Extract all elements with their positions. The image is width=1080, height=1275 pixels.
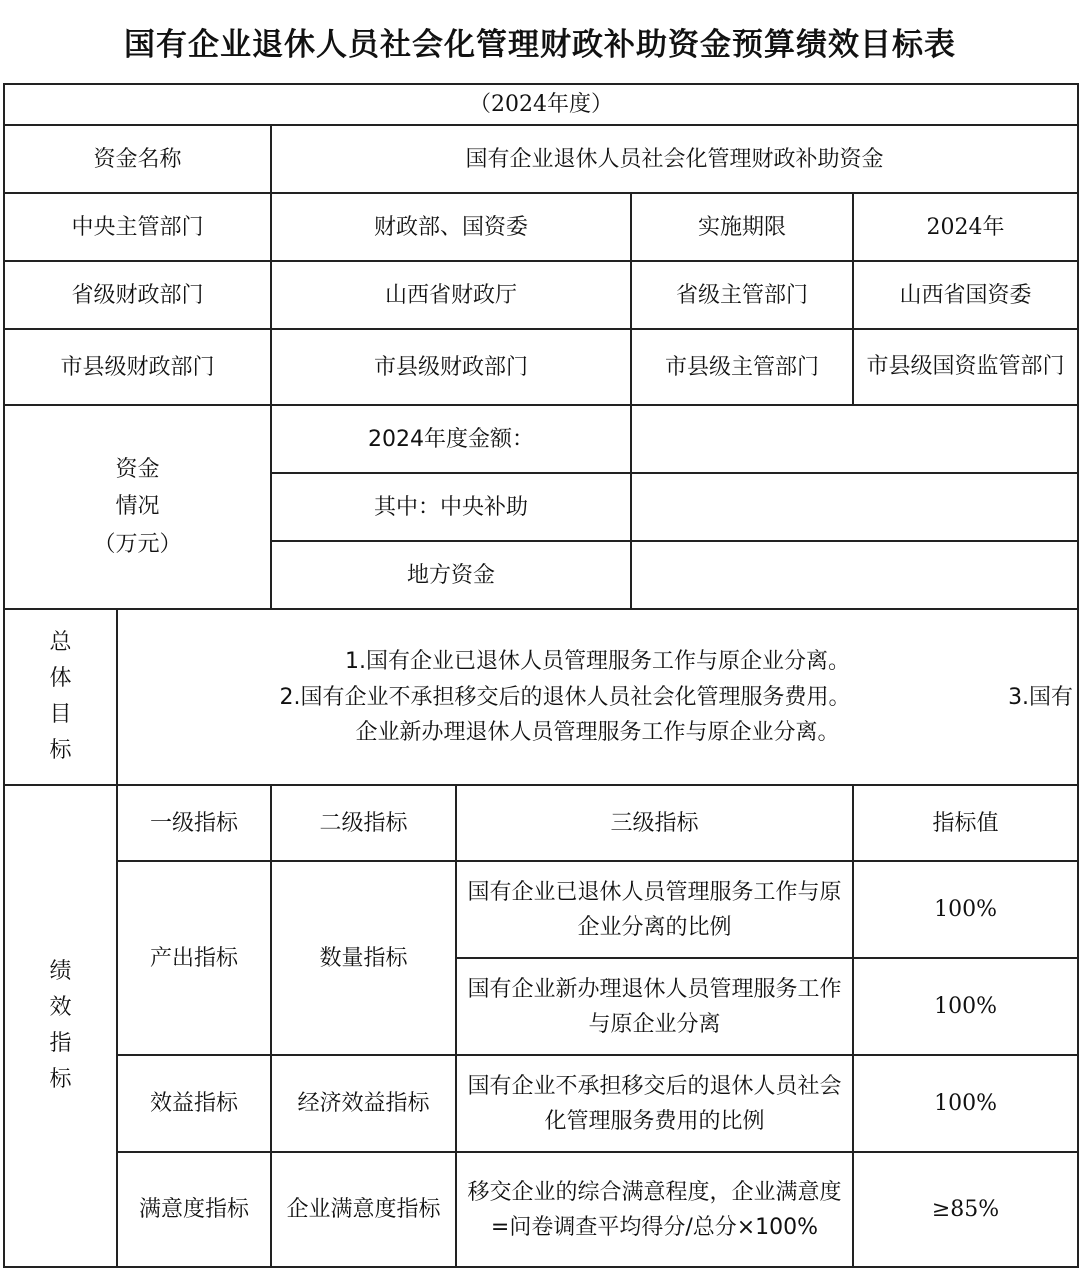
goal-content bbox=[117, 609, 1078, 785]
level1-benefit: 效益指标 bbox=[117, 1055, 271, 1152]
funds-local-value bbox=[631, 541, 1078, 609]
indicator-value: 100% bbox=[853, 958, 1078, 1055]
level3-text: 国有企业新办理退休人员管理服务工作与原企业分离 bbox=[456, 958, 853, 1055]
performance-target-table bbox=[3, 83, 1079, 1268]
year-cell: （2024年度） bbox=[4, 84, 1078, 125]
central-dept-value: 财政部、国资委 bbox=[271, 193, 631, 261]
prov-dept-label: 省级主管部门 bbox=[631, 261, 853, 329]
indicators-label-cell bbox=[4, 785, 117, 1267]
page-title: 国有企业退休人员社会化管理财政补助资金预算绩效目标表 bbox=[0, 0, 1080, 82]
header-level3: 三级指标 bbox=[456, 785, 853, 861]
prov-finance-value: 山西省财政厅 bbox=[271, 261, 631, 329]
prov-finance-label: 省级财政部门 bbox=[4, 261, 271, 329]
prov-dept-value: 山西省国资委 bbox=[853, 261, 1078, 329]
funds-central-label: 其中：中央补助 bbox=[271, 473, 631, 541]
city-dept-value: 市县级国资监管部门 bbox=[853, 329, 1078, 405]
table-row bbox=[4, 1055, 1078, 1152]
period-label: 实施期限 bbox=[631, 193, 853, 261]
indicator-value: ≥85% bbox=[853, 1152, 1078, 1267]
funds-label-line2: 情况 bbox=[115, 494, 160, 520]
indicator-value: 100% bbox=[853, 1055, 1078, 1152]
header-value: 指标值 bbox=[853, 785, 1078, 861]
goal-line-1: 1.国有企业已退休人员管理服务工作与原企业分离。 bbox=[345, 649, 851, 675]
city-finance-value: 市县级财政部门 bbox=[271, 329, 631, 405]
city-finance-label: 市县级财政部门 bbox=[4, 329, 271, 405]
funds-label bbox=[4, 405, 271, 609]
level3-text: 国有企业已退休人员管理服务工作与原企业分离的比例 bbox=[456, 861, 853, 958]
goal-line-2 bbox=[122, 680, 1073, 715]
goal-label: 总体目标 bbox=[49, 629, 72, 764]
fund-name-label: 资金名称 bbox=[4, 125, 271, 193]
header-level1: 一级指标 bbox=[117, 785, 271, 861]
level3-text: 国有企业不承担移交后的退休人员社会化管理服务费用的比例 bbox=[456, 1055, 853, 1152]
level2-quantity: 数量指标 bbox=[271, 861, 456, 1055]
city-row bbox=[4, 329, 1078, 405]
indicators-label: 绩效指标 bbox=[49, 958, 72, 1093]
level2-enterprise-satisfaction: 企业满意度指标 bbox=[271, 1152, 456, 1267]
goal-line-2-right: 3.国有 bbox=[1008, 684, 1074, 710]
indicator-value: 100% bbox=[853, 861, 1078, 958]
table-row bbox=[4, 1152, 1078, 1267]
city-dept-label: 市县级主管部门 bbox=[631, 329, 853, 405]
funds-amount-label: 2024年度金额： bbox=[271, 405, 631, 473]
prov-row bbox=[4, 261, 1078, 329]
goal-label-cell bbox=[4, 609, 117, 785]
funds-central-value bbox=[631, 473, 1078, 541]
header-level2: 二级指标 bbox=[271, 785, 456, 861]
level3-text: 移交企业的综合满意程度，企业满意度=问卷调查平均得分/总分×100% bbox=[456, 1152, 853, 1267]
central-dept-label: 中央主管部门 bbox=[4, 193, 271, 261]
year-row bbox=[4, 84, 1078, 125]
level2-economic: 经济效益指标 bbox=[271, 1055, 456, 1152]
goal-row bbox=[4, 609, 1078, 785]
funds-amount-value bbox=[631, 405, 1078, 473]
goal-line-3: 企业新办理退休人员管理服务工作与原企业分离。 bbox=[355, 719, 840, 745]
level1-output: 产出指标 bbox=[117, 861, 271, 1055]
period-value: 2024年 bbox=[853, 193, 1078, 261]
funds-amount-row bbox=[4, 405, 1078, 473]
fund-name-value: 国有企业退休人员社会化管理财政补助资金 bbox=[271, 125, 1078, 193]
funds-local-label: 地方资金 bbox=[271, 541, 631, 609]
central-dept-row bbox=[4, 193, 1078, 261]
goal-line-2-text: 2.国有企业不承担移交后的退休人员社会化管理服务费用。 bbox=[279, 684, 851, 710]
fund-name-row bbox=[4, 125, 1078, 193]
funds-label-line3: （万元） bbox=[93, 531, 182, 557]
level1-satisfaction: 满意度指标 bbox=[117, 1152, 271, 1267]
funds-label-line1: 资金 bbox=[115, 457, 160, 483]
table-row bbox=[4, 861, 1078, 958]
indicator-header-row bbox=[4, 785, 1078, 861]
